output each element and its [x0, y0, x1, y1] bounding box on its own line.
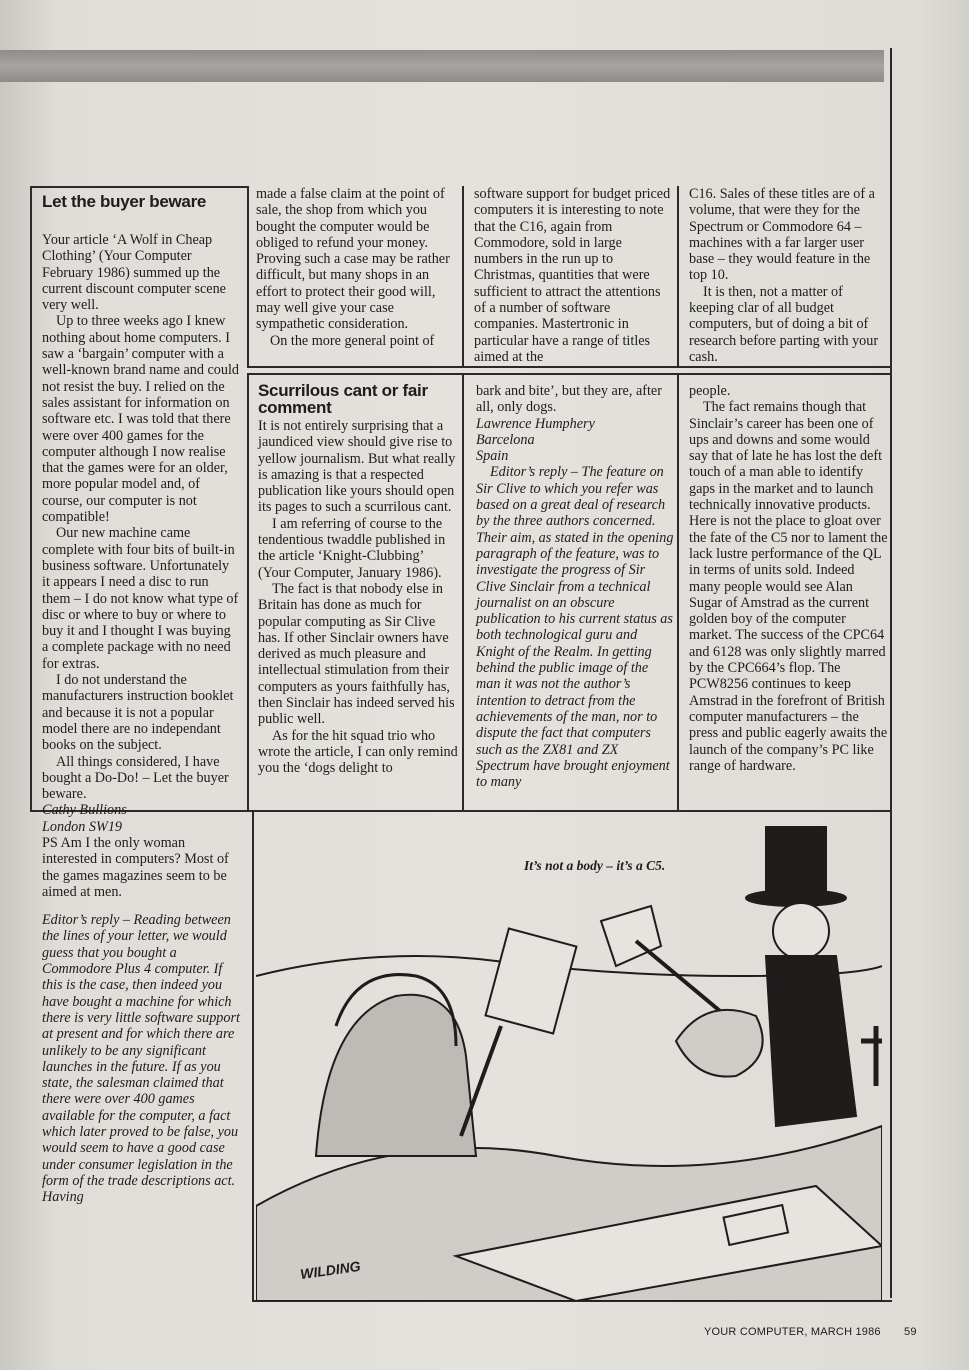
man-head [773, 903, 829, 959]
reply2-paragraph: people. [689, 383, 731, 399]
reply1-column-2 [256, 186, 456, 349]
reply1-paragraph: C16. Sales of these titles are of a volume, that were they for the Spectrum or Commodore 64 – machines with a far larger user base – they would feature in the top 10. [689, 186, 875, 284]
letter2-signature-city: Barcelona [476, 431, 535, 448]
letter1-paragraph: I do not understand the manufacturers instruction booklet and because it is not a popular model there are no independant books on the subject. [42, 672, 234, 754]
letter1-paragraph: All things considered, I have bought a Do-Do! – Let the buyer beware. [42, 753, 229, 803]
page-edge-rule [890, 48, 892, 1298]
letter2-box-top-rule [247, 373, 892, 375]
reply2-paragraph: The fact remains though that Sinclair’s career has been one of ups and downs and some would say that of late he has lost the deft touch of a man able to identify gaps in the market and to launch technically innovative products. Here is not the place to gloat over the fate of the C5 nor to lament the lack lustre performance of the QL in terms of units sold. Indeed many people would see Alan Sugar of Amstrad as the current golden boy of the computer market. The success of the CPC64 and 6128 was only slightly marred by the CPC664’s flop. The PCW8256 continues to keep Amstrad in the forefront of British computer manufacturers – the press and public eagerly awaits the launch of the company’s PC like range of hardware. [689, 399, 888, 774]
letter1-paragraph: Our new machine came complete with four bits of built-in business software. Unfortunately it appears I need a disc to run them – I do not know what type of disc or where to buy or where to buy it and I thought I was buying a complete package with no need for extras. [42, 525, 239, 672]
column-rule [462, 373, 464, 810]
cross-gravestone [861, 1026, 882, 1086]
letter2-paragraph: It is not entirely surprising that a jaundiced view should give rise to yellow journalism. But what really is amazing is that a respected publication like yours should open its pages to such a scurrilous cant. [258, 418, 456, 516]
letter1-box-left-rule [30, 186, 32, 811]
cartoon-frame-left-rule [252, 811, 254, 1301]
top-hat [766, 826, 826, 896]
letter2-column-3 [476, 383, 674, 790]
cartoon-illustration [256, 826, 882, 1301]
letter1-title: Let the buyer beware [42, 192, 207, 211]
letter2-paragraph: I am referring of course to the tendentious twaddle published in the article ‘Knight-Clubbing’ (Your Computer, January 1986). [258, 515, 446, 581]
cartoon-signature: WILDING [299, 1257, 362, 1283]
reply1-paragraph: It is then, not a matter of keeping clar of all budget computers, but of doing a bit of research before parting with your cash. [689, 283, 879, 365]
column-rule [677, 186, 679, 366]
man-coat [766, 956, 856, 1126]
reply1-paragraph: On the more general point of [270, 332, 435, 349]
letter1-signature-place: London SW19 [42, 818, 123, 835]
letter2-paragraph: bark and bite’, but they are, after all, only dogs. [476, 383, 662, 416]
man-spade [601, 906, 661, 966]
letter1-signature-name: Cathy Bullions [42, 802, 127, 819]
letter1-paragraph: Up to three weeks ago I knew nothing about home computers. I saw a ‘bargain’ computer with a well-known brand name and could not resist the buy. I relied on the sales assistant for information on software etc. I was told that there were over 400 games for the computer although I now realise that the games were for an older, more popular model and, of course, our computer is not compatible! [42, 313, 239, 526]
letter2-column-4 [689, 383, 889, 774]
letter1-paragraph: Your article ‘A Wolf in Cheap Clothing’ (Your Computer February 1986) summed up the current discount computer scene very well. [42, 232, 226, 314]
publication-name: YOUR COMPUTER, MARCH 1986 [704, 1326, 881, 1338]
header-bar [0, 50, 884, 82]
page-number: 59 [904, 1326, 917, 1338]
ghoul-spade [486, 928, 577, 1033]
letter1-column [42, 193, 240, 1206]
letter2-column [258, 382, 458, 777]
letter2-paragraph: The fact is that nobody else in Britain has done as much for popular computing as Sir Clive has. If other Sinclair owners have derived as much pleasure and intellectual stimulation from their computers as yours faithfully has, then Sinclair has indeed served his public well. [258, 580, 455, 728]
letter1-box-top-rule [30, 186, 248, 188]
reply1-column-4 [689, 186, 889, 365]
letter1-postscript: PS Am I the only woman interested in computers? Most of the games magazines seem to be aimed at men. [42, 834, 229, 900]
cartoon-caption: It’s not a body – it’s a C5. [524, 858, 666, 873]
man-spade-handle [636, 941, 726, 1016]
letter2-editor-reply: Editor’s reply – The feature on Sir Clive to which you refer was based on a great deal of research by the three authors concerned. Their aim, as stated in the opening paragraph of the feature, was to investigate the progress of Sir Clive Sinclair from a technical journalist on an obscure publication to his current status as both technological guru and Knight of the Realm. In getting behind the public image of the man it was not the author’s intention to detract from the achievements of the man, nor to dispute the fact that computers such as the ZX81 and ZX Spectrum have brought enjoyment to many [476, 464, 674, 791]
column-rule [247, 186, 249, 366]
letter1-box-bottom-rule [247, 366, 892, 368]
letter2-signature-name: Lawrence Humphery [476, 415, 595, 432]
column-rule [462, 186, 464, 366]
c5-vehicle [676, 1010, 763, 1077]
letter2-paragraph: As for the hit squad trio who wrote the article, I can only remind you the ‘dogs delight to [258, 727, 458, 777]
letter1-editor-reply: Editor’s reply – Reading between the lines of your letter, we would guess that you bought a Commodore Plus 4 computer. If this is the case, then indeed you have bought a machine for which there is very little software support at present and for which there are unlikely to be any significant launches in the future. If as you state, the salesman claimed that there were over 400 games available for the computer, a fact which later proved to be false, you would seem to have a good case under consumer legislation in the form of the trade descriptions act. Having [42, 912, 240, 1206]
reply1-column-3 [474, 186, 674, 365]
reply1-paragraph: software support for budget priced computers it is interesting to note that the C16, again from Commodore, sold in large numbers in the run up to Christmas, quantities that were sufficient to attract the attentions of a number of software companies. Mastertronic in particular have a range of titles aimed at the [474, 186, 671, 365]
letter2-box-left-rule [247, 373, 249, 810]
letter2-title: Scurrilous cant or fair comment [258, 381, 428, 417]
column-rule [677, 373, 679, 810]
letter2-signature-country: Spain [476, 448, 509, 465]
page-footer [704, 1326, 917, 1338]
letter2-box-bottom-rule [247, 810, 892, 812]
reply1-paragraph: made a false claim at the point of sale, the shop from which you bought the computer would be obliged to refund your money. Proving such a case may be rather difficult, but many shops in an effort to protect their good will, may well give your case sympathetic consideration. [256, 186, 450, 333]
